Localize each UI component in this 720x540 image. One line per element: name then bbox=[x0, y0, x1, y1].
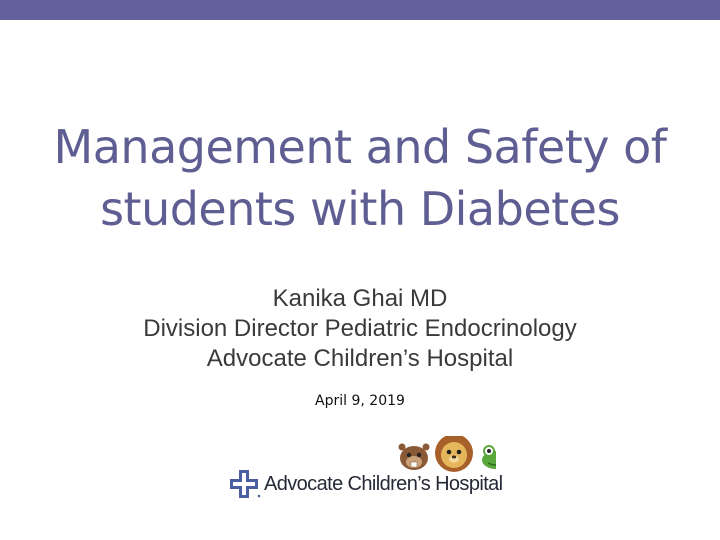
author-org: Advocate Children’s Hospital bbox=[206, 345, 514, 372]
presentation-date: April 9, 2019 bbox=[315, 393, 405, 409]
author-name: Kanika Ghai MD bbox=[272, 285, 448, 312]
top-accent-bar bbox=[0, 0, 720, 20]
logo-text: Advocate Children’s Hospital bbox=[264, 473, 503, 495]
slide-title bbox=[0, 116, 720, 240]
title-line-1: Management and Safety of bbox=[53, 120, 667, 174]
author-block bbox=[0, 284, 720, 374]
beaver-icon bbox=[399, 444, 430, 471]
lion-icon bbox=[435, 436, 473, 472]
advocate-childrens-hospital-logo bbox=[226, 436, 503, 498]
author-role: Division Director Pediatric Endocrinology bbox=[143, 315, 577, 342]
advocate-cross-icon bbox=[230, 470, 260, 498]
title-line-2: students with Diabetes bbox=[100, 182, 620, 236]
frog-icon bbox=[482, 446, 496, 469]
